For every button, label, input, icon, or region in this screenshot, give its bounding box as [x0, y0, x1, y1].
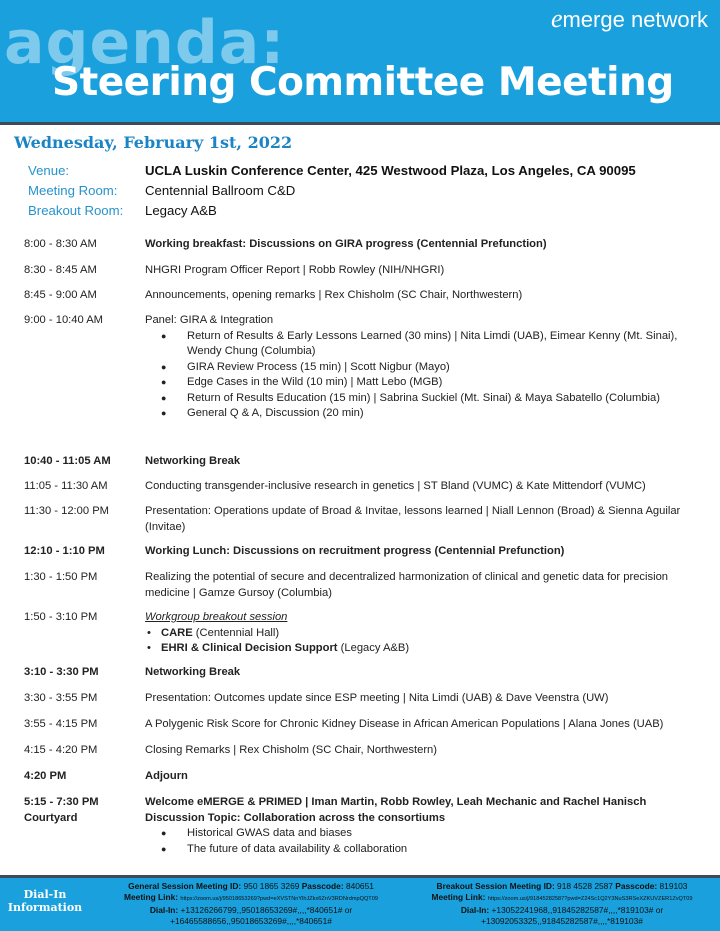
- meeting-date: Wednesday, February 1st, 2022: [14, 133, 293, 152]
- agenda-row: [24, 691, 714, 707]
- list-item: • CARE (Centennial Hall): [147, 626, 714, 642]
- list-item: ● Return of Results Education (15 min) | Sabrina Suckiel (Mt. Sinai) & Maya Sabatello (Columbia): [161, 391, 714, 407]
- meeting-room-label: Meeting Room:: [28, 182, 118, 198]
- agenda-desc: Presentation: Outcomes update since ESP meeting | Nita Limdi (UAB) & Dave Veenstra (UW): [145, 692, 609, 704]
- breakout-room-label: Breakout Room:: [28, 202, 124, 218]
- venue-label: Venue:: [28, 162, 70, 178]
- agenda-desc: Presentation: Operations update of Broad & Invitae, lessons learned | Niall Lennon (Broad) & Sienna Aguilar (Invitae): [145, 505, 681, 533]
- list-item: ● Historical GWAS data and biases: [161, 826, 714, 842]
- breakout-list: [147, 626, 714, 657]
- agenda-time: 12:10 - 1:10 PM: [24, 545, 105, 557]
- agenda-desc-block: [145, 313, 714, 422]
- discussion-topic: Discussion Topic: Collaboration across the consortiums: [145, 811, 446, 824]
- agenda-desc: Working breakfast: Discussions on GIRA progress (Centennial Prefunction): [145, 238, 547, 250]
- agenda-time: 4:15 - 4:20 PM: [24, 744, 98, 756]
- agenda-desc: Closing Remarks | Rex Chisholm (SC Chair, Northwestern): [145, 744, 437, 756]
- agenda-time: 3:10 - 3:30 PM: [24, 666, 99, 678]
- agenda-desc: Announcements, opening remarks | Rex Chisholm (SC Chair, Northwestern): [145, 289, 523, 301]
- agenda-row: [24, 544, 714, 560]
- list-item: ● The future of data availability & collaboration: [161, 842, 714, 858]
- agenda-time: 1:50 - 3:10 PM: [24, 611, 98, 623]
- agenda-desc-block: [145, 795, 714, 857]
- agenda-desc: Networking Break: [145, 455, 241, 467]
- agenda-row: [24, 717, 714, 733]
- breakout-session-info: Breakout Session Meeting ID: 918 4528 2587 Passcode: 819103 Meeting Link: https://zoom.us/j/91845282587?pwd=Z24Sc1Q2Y3NuS3RSeXZKUVZER1ZvQT09 Dial-In: +13052241968,,91845282587#,,,,*819103# or +13092053325,,91845282587#,,,,*819103#: [431, 881, 693, 926]
- agenda-time: 8:45 - 9:00 AM: [24, 289, 97, 301]
- page-title: Steering Committee Meeting: [52, 60, 674, 105]
- agenda-desc: Conducting transgender-inclusive research in genetics | ST Bland (VUMC) & Kate Mittendorf (VUMC): [145, 480, 646, 492]
- agenda-time: 10:40 - 11:05 AM: [24, 455, 111, 467]
- agenda-row: [24, 665, 714, 681]
- agenda-time: 8:00 - 8:30 AM: [24, 238, 97, 250]
- agenda-row: [24, 769, 714, 785]
- agenda-time: 5:15 - 7:30 PM: [24, 796, 99, 808]
- agenda-desc: Workgroup breakout session: [145, 611, 288, 623]
- venue-info: [28, 160, 636, 220]
- list-item: • EHRI & Clinical Decision Support (Legacy A&B): [147, 641, 714, 657]
- agenda-desc: Welcome eMERGE & PRIMED | Iman Martin, Robb Rowley, Leah Mechanic and Rachel Hanisch: [145, 796, 647, 808]
- agenda-desc: A Polygenic Risk Score for Chronic Kidney Disease in African American Populations | Alana Jones (UAB): [145, 718, 664, 730]
- meeting-room-row: [28, 180, 636, 200]
- agenda-desc: Networking Break: [145, 666, 241, 678]
- agenda-desc: Working Lunch: Discussions on recruitment progress (Centennial Prefunction): [145, 545, 565, 557]
- breakout-meeting-link[interactable]: https://zoom.us/j/91845282587?pwd=Z24Sc1Q2Y3NuS3RSeXZKUVZER1ZvQT09: [487, 896, 693, 902]
- agenda-time: 1:30 - 1:50 PM: [24, 571, 98, 583]
- agenda-row: [24, 479, 714, 495]
- agenda-time: 9:00 - 10:40 AM: [24, 314, 103, 326]
- dial-in-footer: [0, 878, 720, 931]
- agenda-word: agenda:: [4, 8, 286, 78]
- agenda-desc-block: [145, 610, 714, 657]
- agenda-row: [24, 454, 714, 470]
- agenda-time-block: [24, 795, 145, 857]
- general-meeting-link[interactable]: https://zoom.us/j/95018653269?pwd=eXVSTNnYlhJZkx6ZnV3RDNrdmpQQT09: [180, 896, 378, 902]
- agenda-time: 3:55 - 4:15 PM: [24, 718, 98, 730]
- agenda-row: [24, 313, 714, 422]
- agenda-time: 8:30 - 8:45 AM: [24, 264, 97, 276]
- agenda-time: 11:30 - 12:00 PM: [24, 505, 109, 517]
- venue-value: UCLA Luskin Conference Center, 425 Westwood Plaza, Los Angeles, CA 90095: [145, 162, 636, 178]
- agenda-row: [24, 237, 714, 253]
- emerge-network-logo: emerge network: [550, 4, 708, 33]
- meeting-room-value: Centennial Ballroom C&D: [145, 182, 296, 198]
- dial-in-title: Dial-In Information: [7, 888, 83, 914]
- agenda-desc: Realizing the potential of secure and decentralized harmonization of clinical and genetic data for precision medicine | Gamze Gursoy (Columbia): [145, 571, 669, 599]
- venue-row: [28, 160, 636, 180]
- panel-list: [161, 329, 714, 422]
- list-item: ● General Q & A, Discussion (20 min): [161, 406, 714, 422]
- agenda-desc: Adjourn: [145, 770, 188, 782]
- list-item: ● Return of Results & Early Lessons Learned (30 mins) | Nita Limdi (UAB), Eimear Kenny (Mt. Sinai), Wendy Chung (Columbia): [161, 329, 714, 360]
- breakout-room-value: Legacy A&B: [145, 202, 217, 218]
- agenda-row: [24, 504, 714, 535]
- header-banner: [0, 0, 720, 122]
- agenda-row: [24, 288, 714, 304]
- list-item: ● GIRA Review Process (15 min) | Scott Nigbur (Mayo): [161, 360, 714, 376]
- agenda-location: Courtyard: [24, 811, 78, 824]
- agenda-time: 11:05 - 11:30 AM: [24, 480, 108, 492]
- agenda-desc: Panel: GIRA & Integration: [145, 314, 274, 326]
- agenda-row: [24, 570, 714, 601]
- agenda-time: 3:30 - 3:55 PM: [24, 692, 98, 704]
- topic-list: [161, 826, 714, 857]
- agenda-time: 4:20 PM: [24, 770, 67, 782]
- agenda-row: [24, 263, 714, 279]
- agenda-row: [24, 743, 714, 759]
- list-item: ● Edge Cases in the Wild (10 min) | Matt Lebo (MGB): [161, 375, 714, 391]
- header-divider: [0, 122, 720, 125]
- agenda-row: [24, 795, 714, 857]
- general-session-info: General Session Meeting ID: 950 1865 3269 Passcode: 840651 Meeting Link: https://zoom.us/j/95018653269?pwd=eXVSTNnYlhJZkx6ZnV3RDNrdmpQQT09 Dial-In: +13126266799,,95018653269#,,,,*840651# or +16465588656,,95018653269#,,,,*840651#: [124, 881, 378, 926]
- agenda-row: [24, 610, 714, 657]
- breakout-room-row: [28, 200, 636, 220]
- agenda-desc: NHGRI Program Officer Report | Robb Rowley (NIH/NHGRI): [145, 264, 445, 276]
